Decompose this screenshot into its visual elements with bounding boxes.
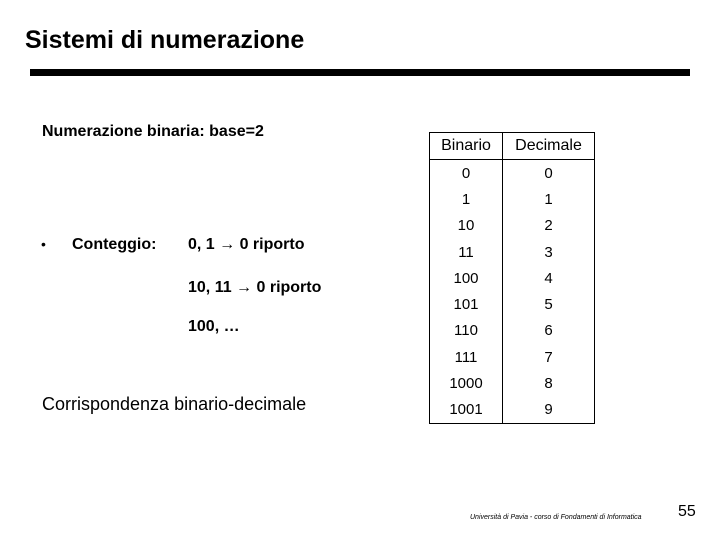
- binary-cell: 110: [430, 318, 503, 344]
- table-row: [430, 318, 595, 344]
- decimal-cell: 2: [503, 213, 595, 239]
- table-row: [430, 239, 595, 265]
- binary-cell: 1: [430, 186, 503, 212]
- counting-label: Conteggio:: [72, 236, 157, 253]
- decimal-cell: 5: [503, 291, 595, 317]
- binary-cell: 11: [430, 239, 503, 265]
- decimal-cell: 4: [503, 265, 595, 291]
- page-number: 55: [678, 503, 696, 520]
- binary-cell: 100: [430, 265, 503, 291]
- decimal-cell: 7: [503, 344, 595, 370]
- table-row: [430, 160, 595, 187]
- header-decimal: Decimale: [503, 133, 595, 160]
- decimal-cell: 1: [503, 186, 595, 212]
- decimal-cell: 3: [503, 239, 595, 265]
- table-header-row: [430, 133, 595, 160]
- table-row: [430, 344, 595, 370]
- counting-line-3: 100, …: [188, 318, 240, 335]
- binary-decimal-table: [429, 132, 595, 424]
- slide-title: Sistemi di numerazione: [25, 26, 305, 54]
- counting-line-2: 10, 11 → 0 riporto: [188, 279, 322, 296]
- table-row: [430, 213, 595, 239]
- title-divider: [30, 69, 690, 76]
- header-binary: Binario: [430, 133, 503, 160]
- footer-text: Università di Pavia - corso di Fondamenti di Informatica: [470, 514, 642, 521]
- bullet-point: •: [41, 236, 46, 252]
- counting-line-1: 0, 1 → 0 riporto: [188, 236, 305, 253]
- binary-cell: 101: [430, 291, 503, 317]
- binary-cell: 1001: [430, 397, 503, 424]
- table-row: [430, 397, 595, 424]
- binary-cell: 1000: [430, 370, 503, 396]
- table-row: [430, 186, 595, 212]
- decimal-cell: 9: [503, 397, 595, 424]
- subtitle: Numerazione binaria: base=2: [42, 123, 264, 140]
- table-row: [430, 265, 595, 291]
- decimal-cell: 8: [503, 370, 595, 396]
- table-row: [430, 370, 595, 396]
- decimal-cell: 0: [503, 160, 595, 187]
- correspondence-caption: Corrispondenza binario-decimale: [42, 394, 307, 414]
- binary-cell: 0: [430, 160, 503, 187]
- binary-cell: 10: [430, 213, 503, 239]
- decimal-cell: 6: [503, 318, 595, 344]
- table-row: [430, 291, 595, 317]
- binary-cell: 111: [430, 344, 503, 370]
